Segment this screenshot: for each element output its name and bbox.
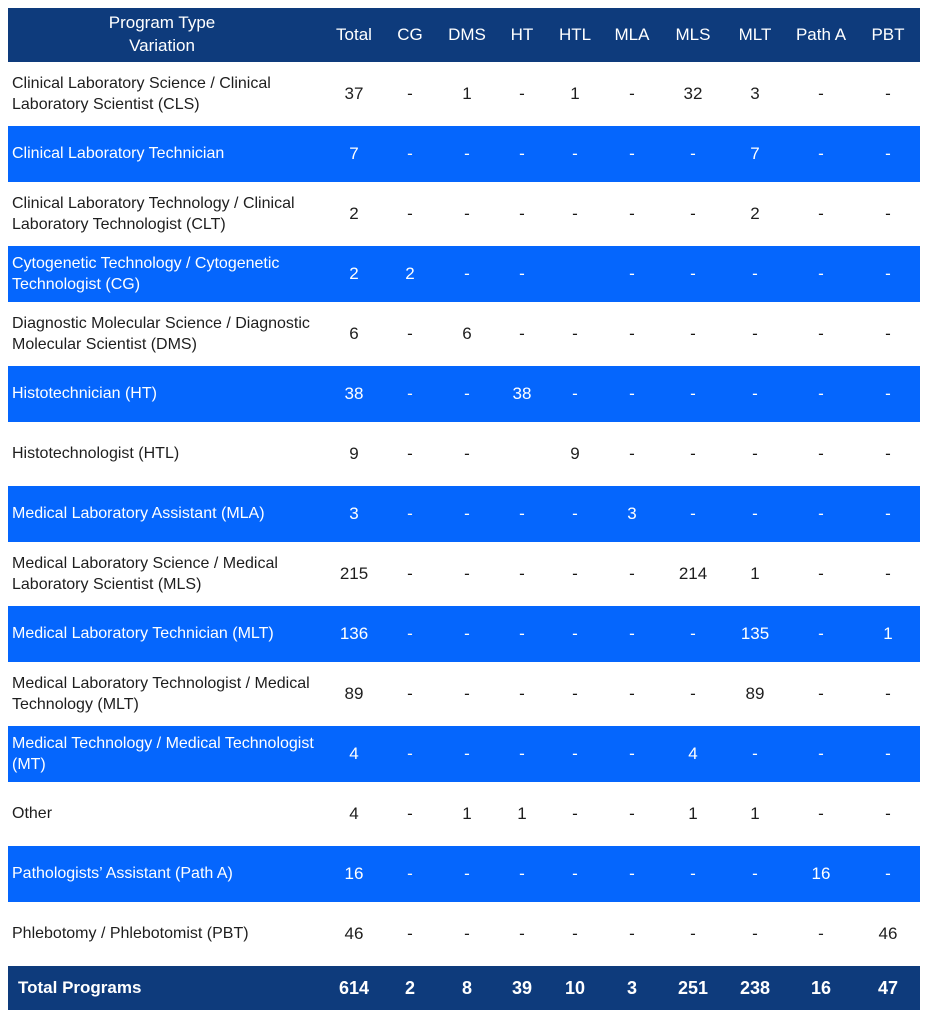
value-cell-mls: - bbox=[690, 864, 696, 883]
value-cell-mlt: 1 bbox=[750, 564, 760, 583]
value-cell-mlt: - bbox=[752, 504, 758, 523]
value-cell-path-a: - bbox=[818, 924, 824, 943]
table-row bbox=[8, 66, 920, 122]
value-cell-ht: - bbox=[519, 624, 525, 643]
value-cell-ht: - bbox=[519, 684, 525, 703]
value-cell-mls: 4 bbox=[688, 744, 698, 763]
program-type-label: Clinical Laboratory Technician bbox=[12, 145, 225, 163]
value-cell-dms: 6 bbox=[462, 324, 472, 343]
value-cell-mla: - bbox=[629, 924, 635, 943]
column-header-mlt: MLT bbox=[738, 25, 772, 44]
value-cell-mlt: 135 bbox=[740, 624, 770, 643]
value-cell-cg: - bbox=[407, 204, 413, 223]
value-cell-htl: - bbox=[572, 504, 578, 523]
total-cell-ht: 39 bbox=[511, 977, 533, 998]
table-row bbox=[8, 306, 920, 362]
total-programs-label: Total Programs bbox=[18, 978, 142, 997]
value-cell-pbt: - bbox=[885, 324, 891, 343]
value-cell-mla: - bbox=[629, 564, 635, 583]
value-cell-total: 3 bbox=[349, 504, 359, 523]
value-cell-pbt: - bbox=[885, 804, 891, 823]
value-cell-pbt: - bbox=[885, 84, 891, 103]
value-cell-mls: - bbox=[690, 684, 696, 703]
value-cell-total: 37 bbox=[344, 84, 364, 103]
program-type-label: Medical Laboratory Technician (MLT) bbox=[12, 625, 274, 643]
value-cell-ht: - bbox=[519, 924, 525, 943]
value-cell-dms: - bbox=[464, 684, 470, 703]
table-row bbox=[8, 186, 920, 242]
value-cell-mls: 214 bbox=[678, 564, 708, 583]
value-cell-dms: - bbox=[464, 144, 470, 163]
value-cell-path-a: 16 bbox=[811, 864, 831, 883]
value-cell-path-a: - bbox=[818, 84, 824, 103]
value-cell-total: 2 bbox=[349, 204, 359, 223]
value-cell-mlt: - bbox=[752, 924, 758, 943]
value-cell-dms: - bbox=[464, 204, 470, 223]
value-cell-path-a: - bbox=[818, 264, 824, 283]
table-row bbox=[8, 486, 920, 542]
value-cell-path-a: - bbox=[818, 144, 824, 163]
program-type-label: Diagnostic Molecular Science / Diagnostic Molecular Scientist (DMS) bbox=[12, 314, 310, 353]
value-cell-path-a: - bbox=[818, 324, 824, 343]
program-type-label: Histotechnologist (HTL) bbox=[12, 445, 180, 463]
value-cell-mla: - bbox=[629, 384, 635, 403]
total-cell-dms: 8 bbox=[461, 977, 472, 998]
value-cell-total: 136 bbox=[339, 624, 369, 643]
program-type-header-line1: Program Type bbox=[108, 13, 216, 33]
program-type-label: Medical Laboratory Assistant (MLA) bbox=[12, 505, 265, 523]
value-cell-mla: - bbox=[629, 84, 635, 103]
program-type-label: Pathologists’ Assistant (Path A) bbox=[12, 865, 233, 883]
value-cell-pbt: 46 bbox=[878, 924, 898, 943]
value-cell-htl: 1 bbox=[570, 84, 580, 103]
value-cell-cg: - bbox=[407, 804, 413, 823]
table-row bbox=[8, 546, 920, 602]
column-header-pbt: PBT bbox=[871, 25, 905, 44]
value-cell-pbt: 1 bbox=[883, 624, 893, 643]
value-cell-mla: - bbox=[629, 324, 635, 343]
column-header-ht: HT bbox=[510, 25, 534, 44]
value-cell-total: 9 bbox=[349, 444, 359, 463]
value-cell-htl: - bbox=[572, 564, 578, 583]
value-cell-mla: - bbox=[629, 144, 635, 163]
value-cell-pbt: - bbox=[885, 204, 891, 223]
column-header-mla: MLA bbox=[614, 25, 650, 44]
value-cell-cg: - bbox=[407, 624, 413, 643]
value-cell-mla: - bbox=[629, 744, 635, 763]
value-cell-mla: - bbox=[629, 804, 635, 823]
value-cell-total: 46 bbox=[344, 924, 364, 943]
program-type-label: Medical Laboratory Technologist / Medical Technology (MLT) bbox=[12, 674, 310, 713]
value-cell-mlt: - bbox=[752, 324, 758, 343]
value-cell-htl: - bbox=[572, 924, 578, 943]
value-cell-ht: - bbox=[519, 744, 525, 763]
column-header-cg: CG bbox=[397, 25, 423, 44]
column-header-htl: HTL bbox=[558, 25, 592, 44]
value-cell-dms: - bbox=[464, 444, 470, 463]
value-cell-cg: - bbox=[407, 84, 413, 103]
value-cell-dms: - bbox=[464, 384, 470, 403]
value-cell-mlt: - bbox=[752, 444, 758, 463]
value-cell-ht bbox=[496, 426, 548, 482]
value-cell-ht: - bbox=[519, 864, 525, 883]
value-cell-ht: - bbox=[519, 264, 525, 283]
value-cell-ht: - bbox=[519, 324, 525, 343]
table-row bbox=[8, 606, 920, 662]
value-cell-mls: - bbox=[690, 384, 696, 403]
table-row bbox=[8, 426, 920, 482]
value-cell-path-a: - bbox=[818, 504, 824, 523]
value-cell-cg: 2 bbox=[405, 264, 415, 283]
program-type-label: Other bbox=[12, 805, 53, 823]
value-cell-total: 2 bbox=[349, 264, 359, 283]
value-cell-total: 7 bbox=[349, 144, 359, 163]
value-cell-total: 6 bbox=[349, 324, 359, 343]
value-cell-dms: 1 bbox=[462, 84, 472, 103]
value-cell-total: 4 bbox=[349, 804, 359, 823]
value-cell-cg: - bbox=[407, 924, 413, 943]
value-cell-total: 16 bbox=[344, 864, 364, 883]
value-cell-dms: - bbox=[464, 744, 470, 763]
value-cell-path-a: - bbox=[818, 804, 824, 823]
program-type-label: Phlebotomy / Phlebotomist (PBT) bbox=[12, 925, 249, 943]
value-cell-cg: - bbox=[407, 744, 413, 763]
value-cell-path-a: - bbox=[818, 684, 824, 703]
total-cell-cg: 2 bbox=[404, 977, 415, 998]
value-cell-mla: - bbox=[629, 444, 635, 463]
table-header-row bbox=[8, 8, 920, 62]
value-cell-mlt: - bbox=[752, 384, 758, 403]
program-type-label: Clinical Laboratory Science / Clinical Laboratory Scientist (CLS) bbox=[12, 74, 271, 113]
value-cell-mls: 32 bbox=[683, 84, 703, 103]
value-cell-mlt: - bbox=[752, 264, 758, 283]
value-cell-total: 38 bbox=[344, 384, 364, 403]
value-cell-cg: - bbox=[407, 564, 413, 583]
value-cell-mla: - bbox=[629, 624, 635, 643]
value-cell-cg: - bbox=[407, 684, 413, 703]
program-type-label: Clinical Laboratory Technology / Clinical Laboratory Technologist (CLT) bbox=[12, 194, 295, 233]
value-cell-htl: - bbox=[572, 324, 578, 343]
value-cell-dms: - bbox=[464, 924, 470, 943]
value-cell-cg: - bbox=[407, 384, 413, 403]
value-cell-ht: - bbox=[519, 84, 525, 103]
total-cell-pbt: 47 bbox=[877, 977, 899, 998]
value-cell-mls: - bbox=[690, 144, 696, 163]
program-type-header-line2: Variation bbox=[129, 36, 195, 55]
total-cell-path-a: 16 bbox=[810, 977, 832, 998]
value-cell-mlt: 3 bbox=[750, 84, 760, 103]
value-cell-mlt: 7 bbox=[750, 144, 760, 163]
value-cell-ht: - bbox=[519, 504, 525, 523]
total-cell-total: 614 bbox=[338, 977, 370, 998]
program-type-label: Histotechnician (HT) bbox=[12, 385, 157, 403]
value-cell-pbt: - bbox=[885, 864, 891, 883]
value-cell-htl: - bbox=[572, 204, 578, 223]
program-type-label: Medical Laboratory Science / Medical Laboratory Scientist (MLS) bbox=[12, 554, 278, 593]
table-row bbox=[8, 246, 920, 302]
value-cell-mlt: 89 bbox=[745, 684, 765, 703]
value-cell-dms: - bbox=[464, 504, 470, 523]
total-cell-mlt: 238 bbox=[739, 977, 771, 998]
value-cell-mla: - bbox=[629, 864, 635, 883]
value-cell-mlt: 2 bbox=[750, 204, 760, 223]
program-type-label: Medical Technology / Medical Technologist (MT) bbox=[12, 734, 314, 773]
value-cell-htl: - bbox=[572, 864, 578, 883]
value-cell-pbt: - bbox=[885, 504, 891, 523]
value-cell-path-a: - bbox=[818, 564, 824, 583]
value-cell-mls: - bbox=[690, 624, 696, 643]
value-cell-total: 89 bbox=[344, 684, 364, 703]
table-row bbox=[8, 786, 920, 842]
value-cell-htl bbox=[548, 246, 602, 302]
value-cell-mls: - bbox=[690, 204, 696, 223]
value-cell-mls: 1 bbox=[688, 804, 698, 823]
value-cell-mla: - bbox=[629, 204, 635, 223]
table-row bbox=[8, 666, 920, 722]
value-cell-ht: - bbox=[519, 144, 525, 163]
value-cell-mls: - bbox=[690, 444, 696, 463]
value-cell-dms: - bbox=[464, 264, 470, 283]
total-cell-mla: 3 bbox=[626, 977, 637, 998]
value-cell-cg: - bbox=[407, 504, 413, 523]
value-cell-htl: - bbox=[572, 684, 578, 703]
value-cell-cg: - bbox=[407, 324, 413, 343]
total-cell-htl: 10 bbox=[564, 977, 586, 998]
value-cell-mls: - bbox=[690, 264, 696, 283]
value-cell-htl: - bbox=[572, 804, 578, 823]
value-cell-mls: - bbox=[690, 924, 696, 943]
value-cell-htl: - bbox=[572, 384, 578, 403]
value-cell-mlt: - bbox=[752, 864, 758, 883]
value-cell-mls: - bbox=[690, 324, 696, 343]
value-cell-path-a: - bbox=[818, 204, 824, 223]
value-cell-pbt: - bbox=[885, 384, 891, 403]
value-cell-htl: 9 bbox=[570, 444, 580, 463]
table-row bbox=[8, 726, 920, 782]
value-cell-mlt: - bbox=[752, 744, 758, 763]
value-cell-cg: - bbox=[407, 444, 413, 463]
value-cell-pbt: - bbox=[885, 744, 891, 763]
column-header-program-type-variation bbox=[8, 8, 326, 62]
value-cell-mls: - bbox=[690, 504, 696, 523]
value-cell-mla: - bbox=[629, 264, 635, 283]
value-cell-dms: 1 bbox=[462, 804, 472, 823]
value-cell-pbt: - bbox=[885, 144, 891, 163]
value-cell-ht: - bbox=[519, 564, 525, 583]
value-cell-cg: - bbox=[407, 864, 413, 883]
table-row bbox=[8, 846, 920, 902]
value-cell-ht: 1 bbox=[517, 804, 527, 823]
value-cell-dms: - bbox=[464, 564, 470, 583]
table-row bbox=[8, 366, 920, 422]
column-header-total: Total bbox=[336, 25, 372, 44]
value-cell-pbt: - bbox=[885, 564, 891, 583]
value-cell-mla: 3 bbox=[627, 504, 637, 523]
value-cell-mlt: 1 bbox=[750, 804, 760, 823]
value-cell-pbt: - bbox=[885, 684, 891, 703]
total-cell-mls: 251 bbox=[677, 977, 709, 998]
value-cell-path-a: - bbox=[818, 444, 824, 463]
value-cell-htl: - bbox=[572, 144, 578, 163]
table-row bbox=[8, 906, 920, 962]
value-cell-mla: - bbox=[629, 684, 635, 703]
value-cell-total: 4 bbox=[349, 744, 359, 763]
value-cell-cg: - bbox=[407, 144, 413, 163]
program-type-label: Cytogenetic Technology / Cytogenetic Technologist (CG) bbox=[12, 254, 280, 293]
value-cell-ht: 38 bbox=[512, 384, 532, 403]
value-cell-dms: - bbox=[464, 624, 470, 643]
value-cell-dms: - bbox=[464, 864, 470, 883]
column-header-dms: DMS bbox=[448, 25, 486, 44]
column-header-mls: MLS bbox=[675, 25, 711, 44]
value-cell-pbt: - bbox=[885, 444, 891, 463]
value-cell-ht: - bbox=[519, 204, 525, 223]
table-row bbox=[8, 126, 920, 182]
value-cell-pbt: - bbox=[885, 264, 891, 283]
value-cell-path-a: - bbox=[818, 624, 824, 643]
table-footer-row bbox=[8, 966, 920, 1010]
value-cell-path-a: - bbox=[818, 744, 824, 763]
value-cell-htl: - bbox=[572, 744, 578, 763]
column-header-path-a: Path A bbox=[795, 25, 847, 44]
value-cell-path-a: - bbox=[818, 384, 824, 403]
value-cell-total: 215 bbox=[339, 564, 369, 583]
value-cell-htl: - bbox=[572, 624, 578, 643]
